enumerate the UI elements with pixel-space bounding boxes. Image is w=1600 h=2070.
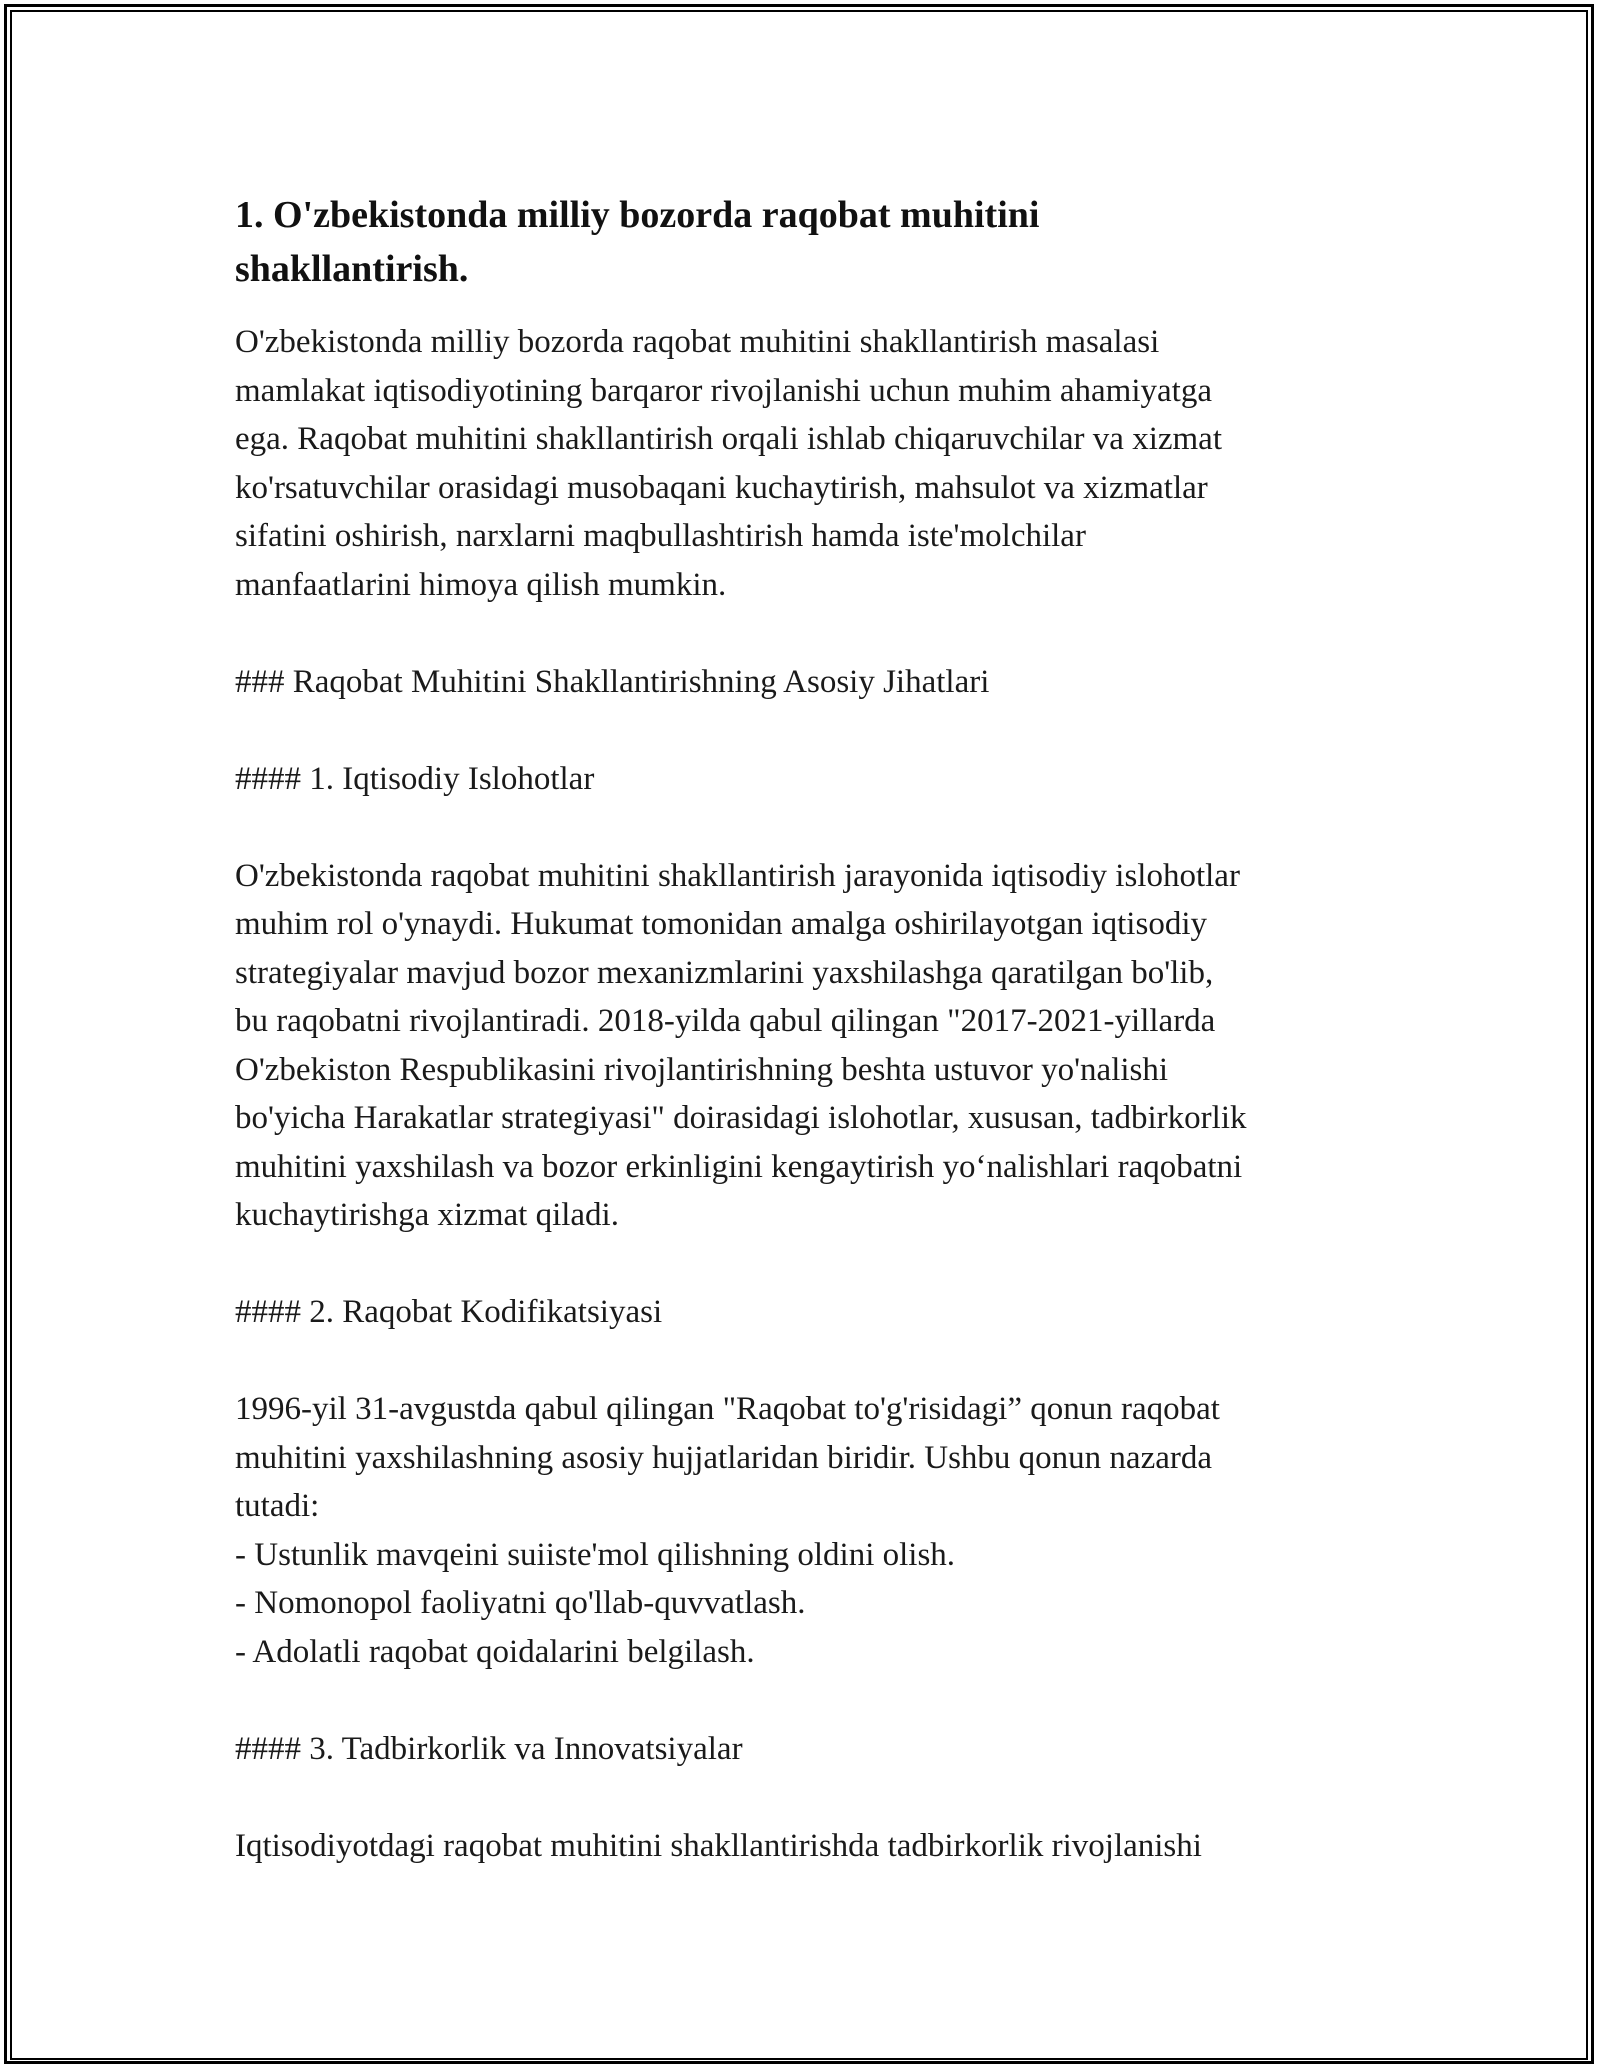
text-line: #### 2. Raqobat Kodifikatsiyasi	[235, 1294, 663, 1330]
subsection-heading-3	[235, 1725, 1375, 1774]
document-body	[235, 188, 1375, 1870]
text-line: ko'rsatuvchilar orasidagi musobaqani kuchaytirish, mahsulot va xizmatlar	[235, 469, 1208, 506]
text-line: O'zbekiston Respublikasini rivojlantirishning beshta ustuvor yo'nalishi	[235, 1051, 1169, 1088]
list-item: - Nomonopol faoliyatni qo'llab-quvvatlash.	[235, 1585, 806, 1621]
document-title	[235, 188, 1375, 296]
text-line: muhitini yaxshilash va bozor erkinligini kengaytirish yo‘nalishlari raqobatni	[235, 1148, 1243, 1185]
text-line: sifatini oshirish, narxlarni maqbullashtirish hamda iste'molchilar	[235, 518, 1086, 554]
text-line: muhim rol o'ynaydi. Hukumat tomonidan amalga oshirilayotgan iqtisodiy	[235, 906, 1207, 942]
title-line: 1. O'zbekistonda milliy bozorda raqobat muhitini	[235, 194, 1040, 236]
text-line: muhitini yaxshilashning asosiy hujjatlaridan biridir. Ushbu qonun nazarda	[235, 1439, 1213, 1476]
text-line: manfaatlarini himoya qilish mumkin.	[235, 566, 727, 603]
law-paragraph	[235, 1385, 1375, 1676]
blank-line	[235, 706, 1375, 755]
text-line: 1996-yil 31-avgustda qabul qilingan "Raqobat to'g'risidagi” qonun raqobat	[235, 1391, 1220, 1427]
text-line: mamlakat iqtisodiyotining barqaror rivojlanishi uchun muhim ahamiyatga	[235, 372, 1212, 409]
list-item: - Adolatli raqobat qoidalarini belgilash.	[235, 1633, 755, 1670]
blank-line	[235, 1337, 1375, 1386]
entrepreneurship-paragraph	[235, 1822, 1375, 1871]
blank-line	[235, 609, 1375, 658]
text-line: tutadi:	[235, 1488, 320, 1524]
text-line: O'zbekistonda milliy bozorda raqobat muhitini shakllantirish masalasi	[235, 324, 1160, 360]
blank-line	[235, 1773, 1375, 1822]
title-line: shakllantirish.	[235, 248, 469, 290]
text-line: #### 1. Iqtisodiy Islohotlar	[235, 760, 595, 797]
text-line: O'zbekistonda raqobat muhitini shakllantirish jarayonida iqtisodiy islohotlar	[235, 857, 1240, 894]
text-line: #### 3. Tadbirkorlik va Innovatsiyalar	[235, 1730, 743, 1767]
text-line: ega. Raqobat muhitini shakllantirish orqali ishlab chiqaruvchilar va xizmat	[235, 421, 1222, 457]
list-item: - Ustunlik mavqeini suiiste'mol qilishning oldini olish.	[235, 1536, 956, 1573]
blank-line	[235, 803, 1375, 852]
text-line: ### Raqobat Muhitini Shakllantirishning Asosiy Jihatlari	[235, 663, 990, 700]
blank-line	[235, 1676, 1375, 1725]
text-line: kuchaytirishga xizmat qiladi.	[235, 1197, 619, 1233]
intro-paragraph	[235, 318, 1375, 609]
section-heading	[235, 658, 1375, 707]
text-line: Iqtisodiyotdagi raqobat muhitini shakllantirishda tadbirkorlik rivojlanishi	[235, 1827, 1202, 1864]
subsection-heading-1	[235, 755, 1375, 804]
text-line: bu raqobatni rivojlantiradi. 2018-yilda qabul qilingan "2017-2021-yillarda	[235, 1003, 1216, 1039]
text-line: bo'yicha Harakatlar strategiyasi" doirasidagi islohotlar, xususan, tadbirkorlik	[235, 1100, 1247, 1136]
subsection-heading-2	[235, 1288, 1375, 1337]
reforms-paragraph	[235, 852, 1375, 1240]
text-line: strategiyalar mavjud bozor mexanizmlarini yaxshilashga qaratilgan bo'lib,	[235, 954, 1214, 991]
blank-line	[235, 1240, 1375, 1289]
